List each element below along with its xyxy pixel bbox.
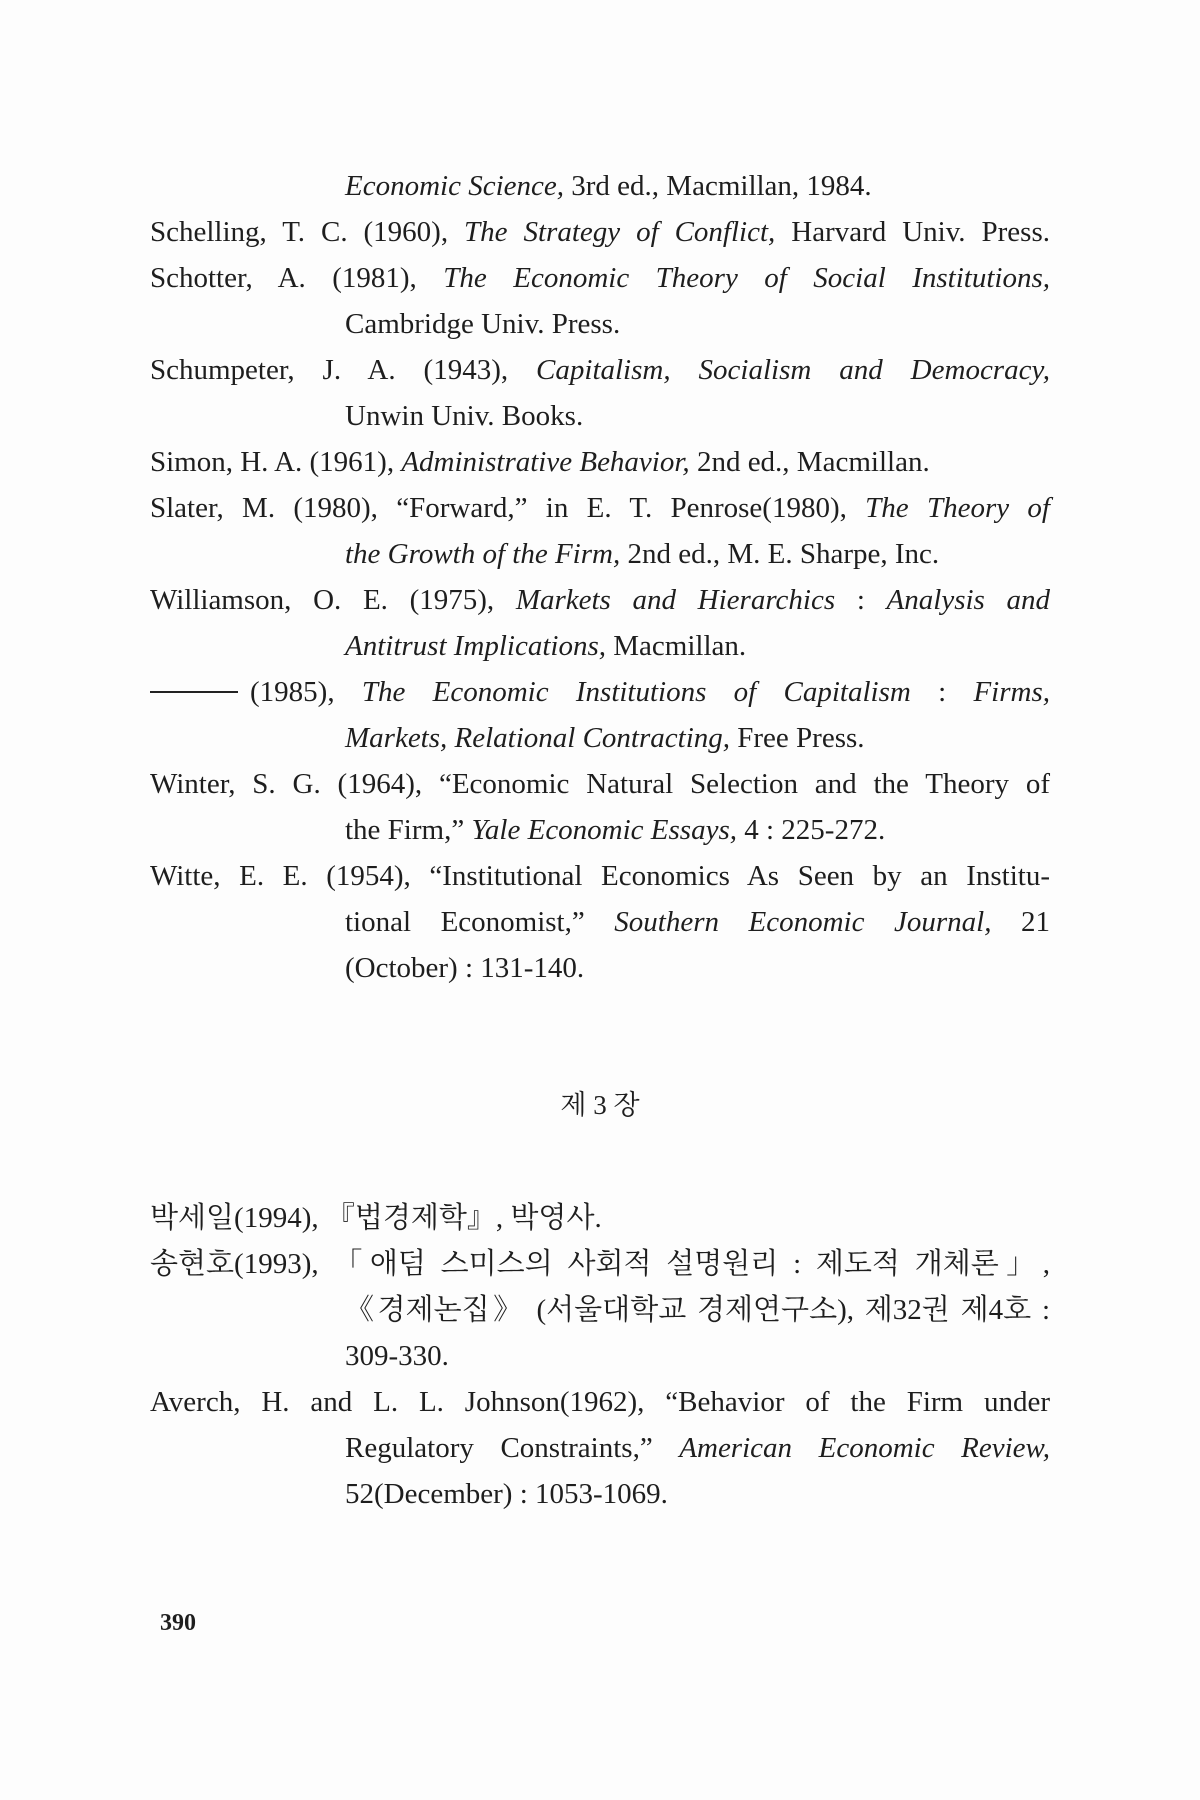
ref-witte: Witte, E. E. (1954), “Institutional Economics As Seen by an Institu- (150, 860, 1050, 892)
ref-averch-cont: Regulatory Constraints,” American Economic Review, (345, 1432, 1050, 1464)
ref-park: 박세일(1994), 『법경제학』, 박영사. (150, 1202, 602, 1234)
ref-averch: Averch, H. and L. L. Johnson(1962), “Behavior of the Firm under (150, 1386, 1050, 1418)
ref-williamson-1985-cont: Markets, Relational Contracting, Free Press. (345, 722, 865, 754)
ref-song-cont2: 309-330. (345, 1340, 449, 1372)
ref-winter: Winter, S. G. (1964), “Economic Natural Selection and the Theory of (150, 768, 1050, 800)
ref-slater: Slater, M. (1980), “Forward,” in E. T. Penrose(1980), The Theory of (150, 492, 1050, 524)
chapter-heading: 제 3 장 (560, 1090, 640, 1120)
ref-schumpeter-cont: Unwin Univ. Books. (345, 400, 584, 432)
ref-schelling: Schelling, T. C. (1960), The Strategy of Conflict, Harvard Univ. Press. (150, 216, 1050, 248)
ref-williamson-1975-cont: Antitrust Implications, Macmillan. (345, 630, 747, 662)
ref-winter-cont: the Firm,” Yale Economic Essays, 4 : 225-272. (345, 814, 886, 846)
ref-williamson-1975: Williamson, O. E. (1975), Markets and Hierarchics : Analysis and (150, 584, 1050, 616)
ref-schumpeter: Schumpeter, J. A. (1943), Capitalism, Socialism and Democracy, (150, 354, 1050, 386)
ref-williamson-1985: (1985), The Economic Institutions of Capitalism : Firms, (150, 672, 1050, 712)
ref-slater-cont: the Growth of the Firm, 2nd ed., M. E. Sharpe, Inc. (345, 538, 940, 570)
ref-continuation: Economic Science, 3rd ed., Macmillan, 1984. (345, 170, 872, 202)
ref-witte-cont: tional Economist,” Southern Economic Journal, 21 (345, 906, 1050, 938)
ref-song: 송현호(1993), 「애덤 스미스의 사회적 설명원리 : 제도적 개체론」, (150, 1248, 1050, 1280)
ref-averch-cont2: 52(December) : 1053-1069. (345, 1478, 668, 1510)
ref-song-cont: 《경제논집》 (서울대학교 경제연구소), 제32권 제4호 : (345, 1294, 1050, 1326)
ref-witte-cont2: (October) : 131-140. (345, 952, 585, 984)
ref-simon: Simon, H. A. (1961), Administrative Behavior, 2nd ed., Macmillan. (150, 446, 930, 478)
ref-schotter: Schotter, A. (1981), The Economic Theory of Social Institutions, (150, 262, 1051, 294)
page-number: 390 (160, 1610, 196, 1636)
ditto-dash (150, 691, 238, 693)
ref-schotter-cont: Cambridge Univ. Press. (345, 308, 621, 340)
